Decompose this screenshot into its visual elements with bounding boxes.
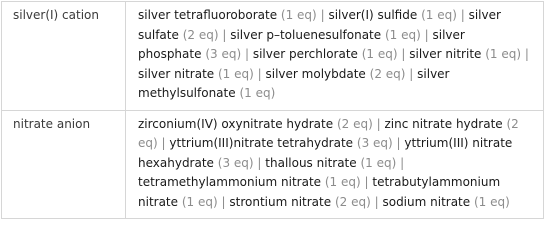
separator: | [244,47,249,61]
separator: | [409,66,414,81]
compound-name: silver sulfate [138,8,501,42]
compound-name: silver(I) sulfide [328,8,418,22]
equivalents-count: (1 eq) [280,8,317,22]
equivalents-count: (1 eq) [218,66,254,81]
separator: | [376,116,381,131]
compound-name: sodium nitrate [382,194,471,209]
compound-name: yttrium(III) nitrate hexahydrate [138,136,513,170]
separator: | [257,155,262,170]
compound-name: silver tetrafluoroborate [138,8,278,22]
compound-name: silver perchlorate [252,47,358,61]
compound-name: silver methylsulfonate [138,66,450,100]
equivalents-count: (3 eq) [356,136,393,150]
equivalents-count: (1 eq) [384,27,421,42]
row-label-nitrate-anion: nitrate anion [2,110,126,219]
equivalents-count: (2 eq) [182,27,219,42]
separator: | [524,47,529,61]
compound-name: thallous nitrate [265,155,357,170]
equivalents-count: (2 eq) [334,194,371,209]
compound-name: yttrium(III)nitrate tetrahydrate [169,136,354,150]
equivalents-count: (2 eq) [138,116,519,150]
equivalents-count: (2 eq) [336,116,373,131]
separator: | [222,27,227,42]
compound-name: silver nitrate [138,66,215,81]
separator: | [401,47,406,61]
compound-name: tetramethylammonium nitrate [138,175,322,189]
compound-name: strontium nitrate [229,194,332,209]
separator: | [400,155,405,170]
row-label-silver-cation: silver(I) cation [2,2,126,111]
equivalents-count: (1 eq) [181,194,218,209]
separator: | [320,8,325,22]
table-row-nitrate-anion [2,110,544,219]
separator: | [396,136,401,150]
equivalents-count: (3 eq) [205,47,242,61]
equivalents-count: (1 eq) [485,47,522,61]
separator: | [424,27,429,42]
compound-name: silver nitrite [409,47,482,61]
separator: | [460,8,465,22]
equivalents-count: (1 eq) [473,194,510,209]
compound-name: zinc nitrate hydrate [384,116,503,131]
compound-name: silver molybdate [265,66,366,81]
separator: | [161,136,166,150]
compound-name: zirconium(IV) oxynitrate hydrate [138,116,334,131]
compound-name: silver p–toluenesulfonate [230,27,382,42]
equivalents-count: (1 eq) [239,86,276,100]
equivalents-count: (1 eq) [421,8,457,22]
compound-list-nitrate-anion [126,110,544,219]
equivalents-count: (1 eq) [324,175,361,189]
equivalents-count: (2 eq) [369,66,406,81]
equivalents-count: (1 eq) [360,155,397,170]
separator: | [364,175,369,189]
separator: | [257,66,262,81]
equivalents-count: (3 eq) [217,155,254,170]
separator: | [374,194,379,209]
compound-name: silver phosphate [138,27,465,61]
compound-name: tetrabutylammonium nitrate [138,175,501,209]
ion-compound-table [1,1,544,219]
equivalents-count: (1 eq) [361,47,398,61]
table-row-silver-cation [2,2,544,111]
compound-list-silver-cation [126,2,544,111]
separator: | [221,194,226,209]
